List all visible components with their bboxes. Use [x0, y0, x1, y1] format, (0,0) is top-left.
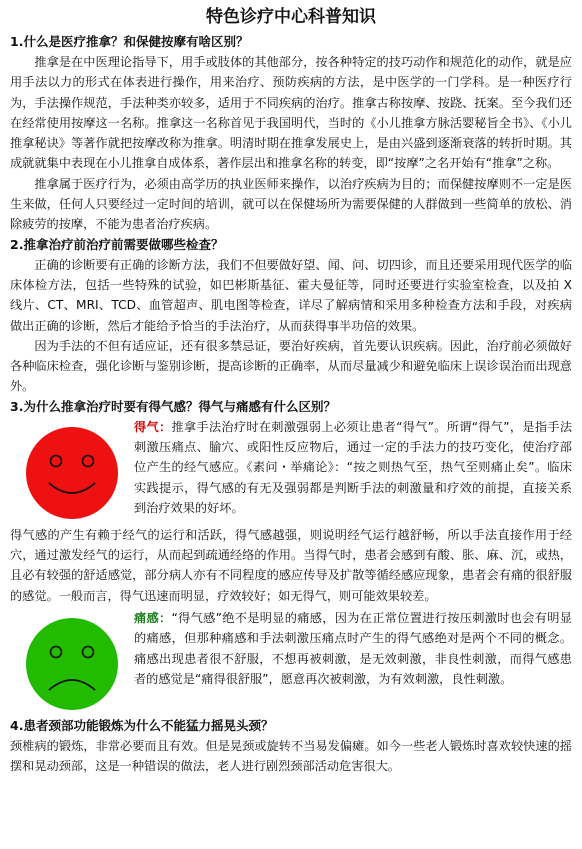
section-heading: 3.为什么推拿治疗时要有得气感？得气与痛感有什么区别？ [10, 398, 336, 414]
page-title: 特色诊疗中心科普知识 [206, 7, 376, 27]
paragraph: 颈椎病的锻炼，非常必要而且有效。但是晃颈或旋转不当易发偏瘫。如今一些老人锻炼时喜欢较快速的摇摆和晃动颈部，这是一种错误的做法，老人进行剧烈颈部活动危害很大。 [10, 738, 572, 774]
sad-face-icon [10, 608, 134, 716]
pain-paragraph [134, 608, 572, 689]
paragraph: 因为手法的不但有适应证，还有很多禁忌证，要治好疾病，首先要认识疾病。因此，治疗前必须做好各种临床检查，强化诊断与鉴别诊断，提高诊断的正确率，从而尽量减少和避免临床上误诊误治而出现意外。 [10, 338, 572, 394]
section-heading: 2.推拿治疗前治疗前需要做哪些检查？ [10, 236, 224, 252]
smiley-face-icon [10, 417, 134, 525]
pain-text: “得气感”绝不是明显的痛感，因为在正常位置进行按压刺激时也会有明显的痛感，但那种痛感和手法刺激压痛点时产生的得气感绝对是两个不同的概念。痛感出现患者很不舒服，不想再被刺激，是无效刺激，非良性刺激，而得气感患者的感觉是“痛得很舒服”，愿意再次被刺激，为有效刺激，良性刺激。 [134, 610, 572, 686]
paragraph: 推拿属于医疗行为，必须由高学历的执业医师来操作，以治疗疾病为目的；而保健按摩则不一定是医生来做，任何人只要经过一定时间的培训，就可以在保健场所为需要保健的人群做到一些简单的放松、消除疲劳的按摩，不能为患者治疗疾病。 [10, 176, 572, 232]
section-4 [10, 716, 572, 777]
qi-text: 推拿手法治疗时在刺激强弱上必须让患者“得气”。所谓“得气”，是指手法刺激压痛点、腧穴、或阳性反应物后，通过一定的手法力的技巧变化，使治疗部位产生的经气感应。《素问・举痛论》：“按之则热气至，热气至则痛止矣”。临床实践提示，得气感的有无及强弱都是判断手法的刺激量和疗效的前提，直接关系到治疗效果的好坏。 [134, 419, 573, 515]
qi-label: 得气： [134, 419, 172, 434]
section-1 [10, 32, 572, 235]
section-2 [10, 235, 572, 397]
qi-full-paragraph: 得气感的产生有赖于经气的运行和活跃，得气感越强，则说明经气运行越舒畅，所以手法直接作用于经穴，通过激发经气的运行，从而起到疏通经络的作用。当得气时，患者会感到有酸、胀、麻、沉，或热，且必有较强的舒适感觉，部分病人亦有不同程度的感应传导及扩散等循经感应现象，患者会有痛的很舒服的感觉。一般而言，得气迅速而明显，疗效较好；如无得气，则可能效果较差。 [10, 527, 572, 603]
section-heading: 4.患者颈部功能锻炼为什么不能猛力摇晃头颈？ [10, 717, 274, 733]
paragraph: 正确的诊断要有正确的诊断方法，我们不但要做好望、闻、问、切四诊，而且还要采用现代医学的临床体检方法，包括一些特殊的试验，如巴彬斯基征、霍夫曼征等，同时还要进行实验室检查，以及拍 X 线片、CT、MRI、TCD、血管超声、肌电图等检查，详尽了解病情和采用多种检查方法和手段，对疾病做出正确的诊断，然后才能给予恰当的手法治疗，从而获得事半功倍的效果。 [10, 257, 572, 333]
paragraph: 推拿是在中医理论指导下，用手或肢体的其他部分，按各种特定的技巧动作和规范化的动作，就是应用手法以力的形式在体表进行操作，用来治疗、预防疾病的方法，是中医学的一门学科。是一种医疗行为，手法操作规范，手法种类亦较多，适用于不同疾病的治疗。推拿古称按摩、按跷、抚案。至今我们还在经常使用按摩这一名称。推拿这一名称首见于我国明代，当时的《小儿推拿方脉活婴秘旨全书》、《小儿推拿秘诀》等著作就把按摩改称为推拿。明清时期在推拿发展史上，是由兴盛到逐渐衰落的转折时期。其成就就集中表现在小儿推拿自成体系，著作层出和推拿名称的转变，即“按摩”之名开始有“推拿”之称。 [10, 55, 572, 171]
pain-block [10, 608, 572, 716]
qi-block [10, 417, 572, 525]
section-heading: 1.什么是医疗推拿？和保健按摩有啥区别？ [10, 34, 249, 49]
pain-label: 痛感： [134, 610, 172, 625]
section-3 [10, 397, 572, 716]
qi-paragraph [134, 417, 572, 518]
